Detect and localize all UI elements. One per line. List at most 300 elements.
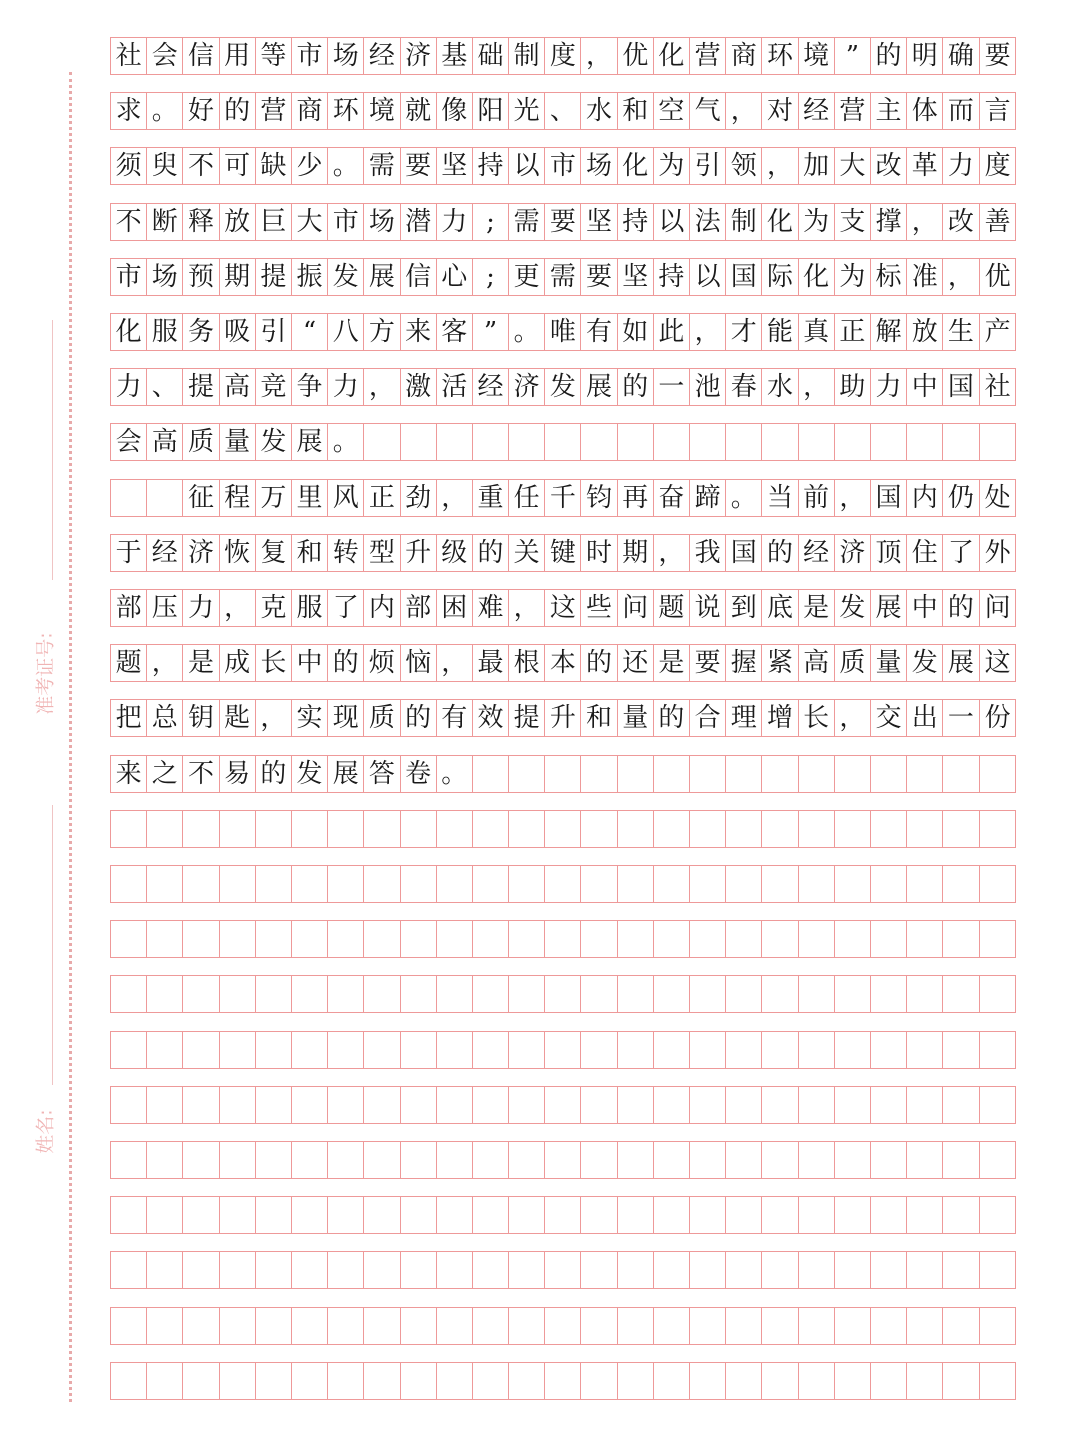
grid-cell (907, 976, 943, 1012)
grid-cell (437, 811, 473, 847)
grid-cell: 经 (364, 38, 400, 74)
grid-row (110, 644, 1016, 682)
grid-cell (654, 1087, 690, 1123)
grid-cell: 前 (799, 480, 835, 516)
grid-cell (618, 756, 654, 792)
grid-cell (256, 1197, 292, 1233)
grid-cell: 最 (473, 645, 509, 681)
grid-cell: 善 (984, 206, 1011, 237)
grid-cell (618, 1142, 654, 1178)
grid-cell (111, 1252, 147, 1288)
grid-cell: 此 (654, 314, 690, 350)
grid-cell (618, 811, 654, 847)
grid-cell (799, 976, 835, 1012)
grid-cell (726, 811, 762, 847)
grid-cell: 营 (835, 93, 871, 129)
grid-cell: 体 (907, 93, 943, 129)
grid-cell (980, 1252, 1016, 1288)
grid-cell (618, 1308, 654, 1344)
grid-cell (907, 1032, 943, 1068)
grid-cell: 持 (473, 148, 509, 184)
grid-cell: 为 (835, 259, 871, 295)
grid-cell (762, 756, 798, 792)
grid-cell (980, 1363, 1016, 1399)
grid-cell (328, 921, 364, 957)
grid-cell: 市 (545, 148, 581, 184)
grid-cell (762, 921, 798, 957)
grid-cell (581, 1142, 617, 1178)
grid-cell (943, 1363, 979, 1399)
grid-cell: 级 (437, 535, 473, 571)
grid-cell (509, 756, 545, 792)
grid-cell: 要 (984, 41, 1011, 71)
grid-cell: 期 (220, 259, 256, 295)
grid-cell (183, 1308, 219, 1344)
grid-cell: 是 (183, 645, 219, 681)
grid-cell: 些 (581, 590, 617, 626)
grid-cell: 的 (328, 645, 364, 681)
grid-cell (220, 1363, 256, 1399)
grid-cell (690, 921, 726, 957)
grid-cell (111, 811, 147, 847)
grid-cell (292, 866, 328, 902)
grid-cell: 唯 (545, 314, 581, 350)
grid-cell: 还 (618, 645, 654, 681)
grid-cell: 一 (943, 700, 979, 736)
grid-cell (401, 811, 437, 847)
grid-cell: 了 (943, 535, 979, 571)
grid-cell (654, 811, 690, 847)
grid-cell: 。 (437, 756, 473, 792)
grid-cell (943, 1032, 979, 1068)
grid-cell: 任 (509, 480, 545, 516)
grid-cell: 成 (220, 645, 256, 681)
grid-cell (292, 1197, 328, 1233)
grid-cell (256, 811, 292, 847)
grid-cell (581, 1308, 617, 1344)
grid-cell (328, 1032, 364, 1068)
grid-cell: 国 (871, 480, 907, 516)
grid-cell: 要 (545, 204, 581, 240)
grid-cell (871, 976, 907, 1012)
grid-cell (545, 1197, 581, 1233)
grid-cell: 的 (581, 645, 617, 681)
grid-cell: 力 (183, 590, 219, 626)
grid-cell (256, 1252, 292, 1288)
grid-cell: 能 (762, 314, 798, 350)
grid-cell (726, 921, 762, 957)
grid-cell (907, 1197, 943, 1233)
grid-cell: 就 (401, 93, 437, 129)
grid-cell (147, 480, 183, 516)
grid-cell (183, 1197, 219, 1233)
grid-cell (111, 1032, 147, 1068)
grid-cell (509, 1197, 545, 1233)
grid-cell (654, 1197, 690, 1233)
grid-cell (943, 1252, 979, 1288)
grid-cell (147, 1032, 183, 1068)
grid-cell: 空 (654, 93, 690, 129)
grid-cell: 明 (907, 38, 943, 74)
grid-cell (509, 1363, 545, 1399)
grid-cell (437, 424, 473, 460)
grid-cell: 千 (545, 480, 581, 516)
grid-cell: 匙 (220, 700, 256, 736)
grid-cell (364, 1252, 400, 1288)
grid-cell: 商 (292, 93, 328, 129)
grid-cell: 理 (726, 700, 762, 736)
grid-cell: 时 (581, 535, 617, 571)
grid-row (110, 368, 1016, 406)
grid-cell: 活 (437, 369, 473, 405)
grid-cell: 度 (545, 38, 581, 74)
grid-cell (980, 866, 1016, 902)
grid-cell (509, 1087, 545, 1123)
grid-cell (364, 1087, 400, 1123)
grid-cell (871, 921, 907, 957)
grid-cell (654, 1032, 690, 1068)
grid-cell (690, 1087, 726, 1123)
grid-cell (292, 1087, 328, 1123)
grid-cell (401, 1142, 437, 1178)
grid-cell (726, 1252, 762, 1288)
grid-cell: 臾 (147, 148, 183, 184)
grid-cell: 好 (183, 93, 219, 129)
grid-cell: ， (147, 645, 183, 681)
grid-cell (147, 1252, 183, 1288)
grid-cell (654, 424, 690, 460)
grid-cell: 市 (328, 204, 364, 240)
grid-cell: ， (726, 93, 762, 129)
grid-row (110, 147, 1016, 185)
grid-cell: 持 (618, 204, 654, 240)
grid-cell (147, 921, 183, 957)
grid-cell: 激 (401, 369, 437, 405)
grid-cell: 化 (762, 204, 798, 240)
grid-cell: 济 (509, 369, 545, 405)
grid-cell (147, 1142, 183, 1178)
grid-cell: 化 (618, 148, 654, 184)
grid-cell: 发 (907, 645, 943, 681)
grid-cell (835, 921, 871, 957)
grid-cell: 说 (690, 590, 726, 626)
grid-row (110, 1141, 1016, 1179)
grid-cell (545, 811, 581, 847)
grid-cell: 质 (835, 645, 871, 681)
grid-cell (111, 921, 147, 957)
grid-cell (799, 1087, 835, 1123)
grid-row (110, 920, 1016, 958)
grid-cell (147, 1087, 183, 1123)
grid-cell: 市 (292, 38, 328, 74)
grid-cell: 释 (183, 204, 219, 240)
grid-cell (473, 976, 509, 1012)
grid-cell (762, 1032, 798, 1068)
grid-cell: 主 (871, 93, 907, 129)
grid-cell (256, 1308, 292, 1344)
grid-cell: 以 (654, 204, 690, 240)
grid-cell: 的 (618, 369, 654, 405)
grid-cell (437, 976, 473, 1012)
grid-cell (835, 866, 871, 902)
grid-cell (799, 1363, 835, 1399)
grid-cell (147, 811, 183, 847)
grid-cell: 加 (799, 148, 835, 184)
grid-cell (256, 1032, 292, 1068)
grid-cell (799, 921, 835, 957)
grid-cell: 场 (147, 259, 183, 295)
grid-cell: 当 (762, 480, 798, 516)
grid-cell: ， (835, 700, 871, 736)
grid-cell (545, 976, 581, 1012)
grid-cell (364, 1142, 400, 1178)
grid-cell (654, 1363, 690, 1399)
grid-cell (473, 811, 509, 847)
grid-cell: 发 (256, 424, 292, 460)
grid-cell (907, 1252, 943, 1288)
grid-cell (618, 1197, 654, 1233)
grid-cell: 阳 (473, 93, 509, 129)
grid-row (110, 1362, 1016, 1400)
grid-cell (799, 424, 835, 460)
grid-cell: 须 (111, 148, 147, 184)
grid-cell: 这 (984, 648, 1011, 679)
grid-cell: ， (907, 204, 943, 240)
grid-cell: 高 (220, 369, 256, 405)
grid-cell (328, 1197, 364, 1233)
grid-cell: 的 (401, 700, 437, 736)
grid-cell: 长 (799, 700, 835, 736)
grid-cell: 份 (984, 703, 1011, 734)
grid-cell (401, 1363, 437, 1399)
grid-cell: 要 (581, 259, 617, 295)
grid-cell (835, 811, 871, 847)
grid-cell (762, 1363, 798, 1399)
grid-cell (111, 1308, 147, 1344)
grid-cell: 的 (220, 93, 256, 129)
grid-cell: 革 (907, 148, 943, 184)
grid-row (110, 865, 1016, 903)
grid-cell (147, 976, 183, 1012)
grid-cell (401, 424, 437, 460)
grid-cell: 把 (111, 700, 147, 736)
grid-cell: 长 (256, 645, 292, 681)
grid-cell (111, 1363, 147, 1399)
grid-cell (654, 756, 690, 792)
grid-cell: 的 (871, 38, 907, 74)
grid-cell: 需 (509, 204, 545, 240)
grid-cell (943, 811, 979, 847)
grid-cell (581, 1252, 617, 1288)
grid-cell: 八 (328, 314, 364, 350)
grid-cell: 和 (581, 700, 617, 736)
grid-cell: 争 (292, 369, 328, 405)
grid-cell (509, 811, 545, 847)
grid-cell (545, 756, 581, 792)
grid-cell (220, 866, 256, 902)
grid-cell: ， (690, 314, 726, 350)
grid-cell (871, 1032, 907, 1068)
grid-cell (220, 1087, 256, 1123)
grid-cell: 引 (690, 148, 726, 184)
grid-cell (111, 480, 147, 516)
grid-cell (220, 921, 256, 957)
grid-cell: 巨 (256, 204, 292, 240)
grid-cell: 需 (545, 259, 581, 295)
grid-cell (618, 976, 654, 1012)
grid-cell: 营 (256, 93, 292, 129)
grid-cell: 为 (799, 204, 835, 240)
grid-cell (328, 866, 364, 902)
grid-cell: 卷 (401, 756, 437, 792)
grid-cell (980, 1087, 1016, 1123)
grid-cell: 。 (328, 148, 364, 184)
grid-cell (183, 1142, 219, 1178)
grid-cell (835, 976, 871, 1012)
grid-cell: 制 (509, 38, 545, 74)
grid-cell (835, 1197, 871, 1233)
grid-cell: 场 (581, 148, 617, 184)
grid-cell (183, 1363, 219, 1399)
grid-cell: 展 (943, 645, 979, 681)
grid-cell: 总 (147, 700, 183, 736)
grid-cell (509, 1252, 545, 1288)
grid-cell: 这 (545, 590, 581, 626)
grid-cell: 市 (111, 259, 147, 295)
grid-cell (545, 921, 581, 957)
grid-cell (473, 756, 509, 792)
grid-cell: 济 (183, 535, 219, 571)
grid-cell: 环 (762, 38, 798, 74)
grid-cell (256, 1087, 292, 1123)
grid-cell: 交 (871, 700, 907, 736)
grid-cell: 济 (835, 535, 871, 571)
grid-cell: 生 (943, 314, 979, 350)
grid-cell (220, 1032, 256, 1068)
grid-cell (509, 1142, 545, 1178)
grid-cell: 蹄 (690, 480, 726, 516)
grid-cell: 以 (690, 259, 726, 295)
grid-cell: 质 (183, 424, 219, 460)
grid-cell (690, 1363, 726, 1399)
grid-cell: 部 (111, 590, 147, 626)
grid-cell: 际 (762, 259, 798, 295)
grid-cell (762, 1252, 798, 1288)
grid-cell: 吸 (220, 314, 256, 350)
grid-cell: 像 (437, 93, 473, 129)
grid-cell (292, 921, 328, 957)
grid-cell: 持 (654, 259, 690, 295)
grid-cell: 底 (762, 590, 798, 626)
grid-cell: 潜 (401, 204, 437, 240)
grid-cell: 升 (545, 700, 581, 736)
grid-cell: ， (581, 38, 617, 74)
grid-cell (618, 1032, 654, 1068)
grid-cell: 难 (473, 590, 509, 626)
grid-cell (401, 866, 437, 902)
grid-cell: 钧 (581, 480, 617, 516)
grid-cell (364, 921, 400, 957)
grid-cell (437, 1363, 473, 1399)
grid-cell (871, 756, 907, 792)
grid-cell: 。 (726, 480, 762, 516)
grid-cell (147, 1308, 183, 1344)
grid-cell: 客 (437, 314, 473, 350)
grid-cell: 领 (726, 148, 762, 184)
grid-cell (183, 866, 219, 902)
grid-cell: 问 (984, 593, 1011, 623)
grid-row (110, 313, 1016, 351)
grid-cell: 改 (943, 204, 979, 240)
grid-cell (726, 756, 762, 792)
grid-cell (437, 1087, 473, 1123)
grid-cell (980, 1142, 1016, 1178)
grid-cell: 制 (726, 204, 762, 240)
grid-cell: 求 (111, 93, 147, 129)
grid-cell: 务 (183, 314, 219, 350)
grid-cell (618, 866, 654, 902)
grid-cell: 放 (220, 204, 256, 240)
grid-cell (473, 1197, 509, 1233)
grid-cell (762, 1197, 798, 1233)
grid-cell: 助 (835, 369, 871, 405)
grid-cell: 池 (690, 369, 726, 405)
grid-cell (943, 1308, 979, 1344)
grid-cell: 。 (147, 93, 183, 129)
grid-cell: 内 (907, 480, 943, 516)
grid-cell: 服 (147, 314, 183, 350)
grid-cell: ， (762, 148, 798, 184)
grid-cell: 烦 (364, 645, 400, 681)
grid-cell: 而 (943, 93, 979, 129)
grid-row (110, 1196, 1016, 1234)
grid-cell (943, 1197, 979, 1233)
grid-cell (364, 1308, 400, 1344)
grid-cell: 来 (401, 314, 437, 350)
grid-row (110, 755, 1016, 793)
grid-cell (690, 424, 726, 460)
grid-cell: 内 (364, 590, 400, 626)
grid-cell: 础 (473, 38, 509, 74)
grid-cell: “ (292, 314, 328, 350)
grid-cell (220, 811, 256, 847)
grid-cell (401, 1032, 437, 1068)
grid-cell: 期 (618, 535, 654, 571)
grid-cell (473, 1252, 509, 1288)
grid-cell (980, 921, 1016, 957)
grid-cell: 要 (401, 148, 437, 184)
grid-cell (581, 976, 617, 1012)
grid-cell: ; (473, 259, 509, 295)
grid-cell: 征 (183, 480, 219, 516)
grid-cell: 少 (292, 148, 328, 184)
grid-cell: ， (256, 700, 292, 736)
grid-cell (581, 921, 617, 957)
grid-cell: 中 (907, 590, 943, 626)
grid-cell (328, 1142, 364, 1178)
grid-cell: 和 (618, 93, 654, 129)
grid-cell (509, 1308, 545, 1344)
grid-cell (871, 1252, 907, 1288)
grid-cell (799, 866, 835, 902)
grid-cell (256, 921, 292, 957)
grid-cell (437, 1197, 473, 1233)
grid-cell (401, 1087, 437, 1123)
grid-cell (762, 1087, 798, 1123)
grid-cell: 断 (147, 204, 183, 240)
grid-cell: 缺 (256, 148, 292, 184)
grid-cell: 水 (581, 93, 617, 129)
